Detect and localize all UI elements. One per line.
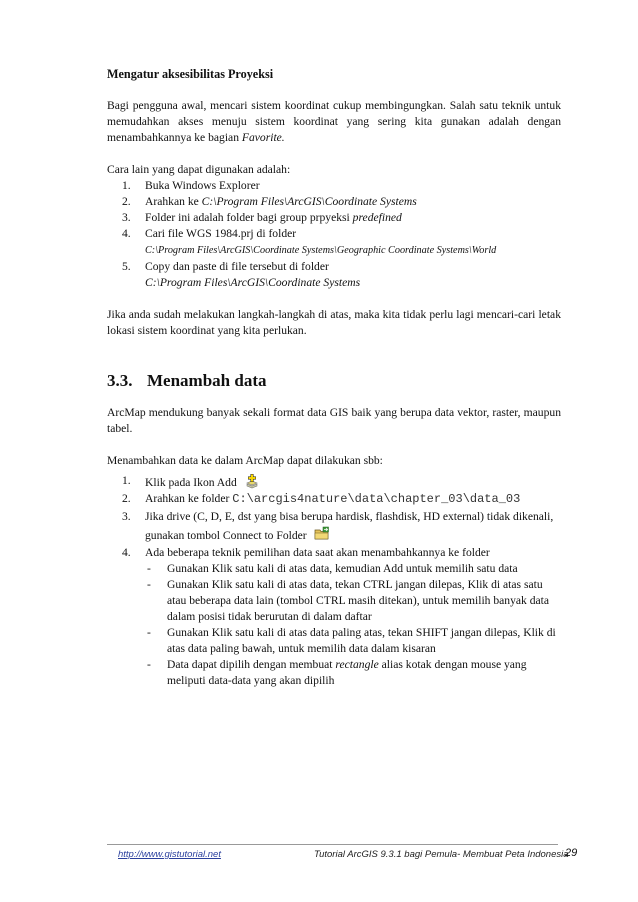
list-item bbox=[145, 625, 561, 657]
list-item bbox=[145, 577, 561, 625]
list-item bbox=[145, 561, 561, 577]
paragraph-arcmap: ArcMap mendukung banyak sekali format data GIS baik yang berupa data vektor, raster, maupun tabel. bbox=[107, 406, 561, 435]
list-text: Gunakan Klik satu kali di atas data, tekan CTRL jangan dilepas, Klik di atas satu atau beberapa data lain (tombol CTRL masih ditekan), untuk memilih banyak data dalam posisi tidak berurutan di dalam daftar bbox=[167, 578, 550, 623]
list-item bbox=[107, 178, 561, 194]
section-title: Menambah data bbox=[147, 371, 267, 390]
substeps-list bbox=[145, 561, 561, 689]
list-number: 4. bbox=[122, 546, 131, 559]
page-content bbox=[107, 66, 561, 705]
add-data-icon bbox=[244, 473, 260, 489]
list-number: 1. bbox=[122, 179, 131, 192]
favorite-term: Favorite. bbox=[241, 131, 285, 144]
list-number: 3. bbox=[122, 211, 131, 224]
path-text: C:\Program Files\ArcGIS\Coordinate Systems bbox=[145, 276, 361, 289]
page-number: 29 bbox=[565, 847, 578, 859]
list-text: Arahkan ke folder bbox=[145, 492, 233, 505]
section-number: 3.3. bbox=[107, 371, 133, 390]
paragraph-closing: Jika anda sudah melakukan langkah-langkah di atas, maka kita tidak perlu lagi mencari-cari letak lokasi sistem koordinat yang kita perlukan. bbox=[107, 308, 561, 337]
list-text: Arahkan ke bbox=[145, 195, 202, 208]
list-text: Ada beberapa teknik pemilihan data saat akan menambahkannya ke folder bbox=[145, 546, 490, 559]
list-dash: - bbox=[147, 626, 151, 639]
section-heading-proyeksi: Mengatur aksesibilitas Proyeksi bbox=[107, 67, 274, 81]
list-text: Data dapat dipilih dengan membuat bbox=[167, 658, 336, 671]
list-text: Cari file WGS 1984.prj di folder bbox=[145, 227, 297, 240]
list-dash: - bbox=[147, 578, 151, 591]
paragraph-intro bbox=[107, 98, 561, 146]
list-intro: Menambahkan data ke dalam ArcMap dapat dilakukan sbb: bbox=[107, 454, 383, 467]
list-item bbox=[107, 194, 561, 210]
list-dash: - bbox=[147, 562, 151, 575]
connect-folder-icon bbox=[314, 526, 330, 542]
list-item bbox=[107, 545, 561, 689]
list-number: 4. bbox=[122, 227, 131, 240]
list-item bbox=[107, 226, 561, 259]
rectangle-term: rectangle bbox=[335, 658, 379, 671]
folder-path-code: C:\arcgis4nature\data\chapter_03\data_03 bbox=[232, 492, 521, 506]
list-number: 2. bbox=[122, 492, 131, 505]
list-text: Gunakan Klik satu kali di atas data paling atas, tekan SHIFT jangan dilepas, Klik di atas data paling bawah, untuk memilih data dalam kisaran bbox=[167, 626, 556, 655]
section-heading-menambah-data bbox=[107, 373, 561, 389]
list-text: Gunakan Klik satu kali di atas data, kemudian Add untuk memilih satu data bbox=[167, 562, 518, 575]
list-text: Jika drive (C, D, E, dst yang bisa berupa hardisk, flashdisk, HD external) tidak dikenali, gunakan tombol Connect to Folder bbox=[145, 510, 554, 542]
list-number: 1. bbox=[122, 474, 131, 487]
list-item bbox=[107, 210, 561, 226]
list-item bbox=[107, 259, 561, 291]
footer-link[interactable]: http://www.gistutorial.net bbox=[118, 849, 221, 860]
predefined-term: predefined bbox=[352, 211, 402, 224]
steps-list-2 bbox=[107, 473, 561, 689]
footer-title: Tutorial ArcGIS 9.3.1 bagi Pemula- Membuat Peta Indonesia bbox=[314, 849, 569, 860]
path-text: C:\Program Files\ArcGIS\Coordinate Systems bbox=[201, 195, 417, 208]
path-text: C:\Program Files\ArcGIS\Coordinate Systems\Geographic Coordinate Systems\World bbox=[145, 245, 497, 256]
list-text: Klik pada Ikon Add bbox=[145, 476, 237, 489]
list-item bbox=[107, 507, 561, 545]
list-text: Copy dan paste di file tersebut di folder bbox=[145, 260, 329, 273]
list-item bbox=[107, 473, 561, 491]
list-item bbox=[107, 491, 561, 507]
footer-divider bbox=[107, 844, 558, 845]
list-text: Folder ini adalah folder bagi group prpyeksi bbox=[145, 211, 353, 224]
list-number: 2. bbox=[122, 195, 131, 208]
steps-list-1 bbox=[107, 178, 561, 291]
list-text: Buka Windows Explorer bbox=[145, 179, 260, 192]
paragraph-intro-text: Bagi pengguna awal, mencari sistem koordinat cukup membingungkan. Salah satu teknik untuk memudahkan akses menuju sistem koordinat yang sering kita gunakan adalah dengan menambahkannya ke bagian bbox=[107, 99, 561, 144]
list-dash: - bbox=[147, 658, 151, 671]
list-number: 5. bbox=[122, 260, 131, 273]
list-number: 3. bbox=[122, 510, 131, 523]
list-intro: Cara lain yang dapat digunakan adalah: bbox=[107, 163, 291, 176]
list-text: alias kotak dengan mouse yang meliputi data-data yang akan dipilih bbox=[167, 658, 527, 687]
list-item bbox=[145, 657, 561, 689]
